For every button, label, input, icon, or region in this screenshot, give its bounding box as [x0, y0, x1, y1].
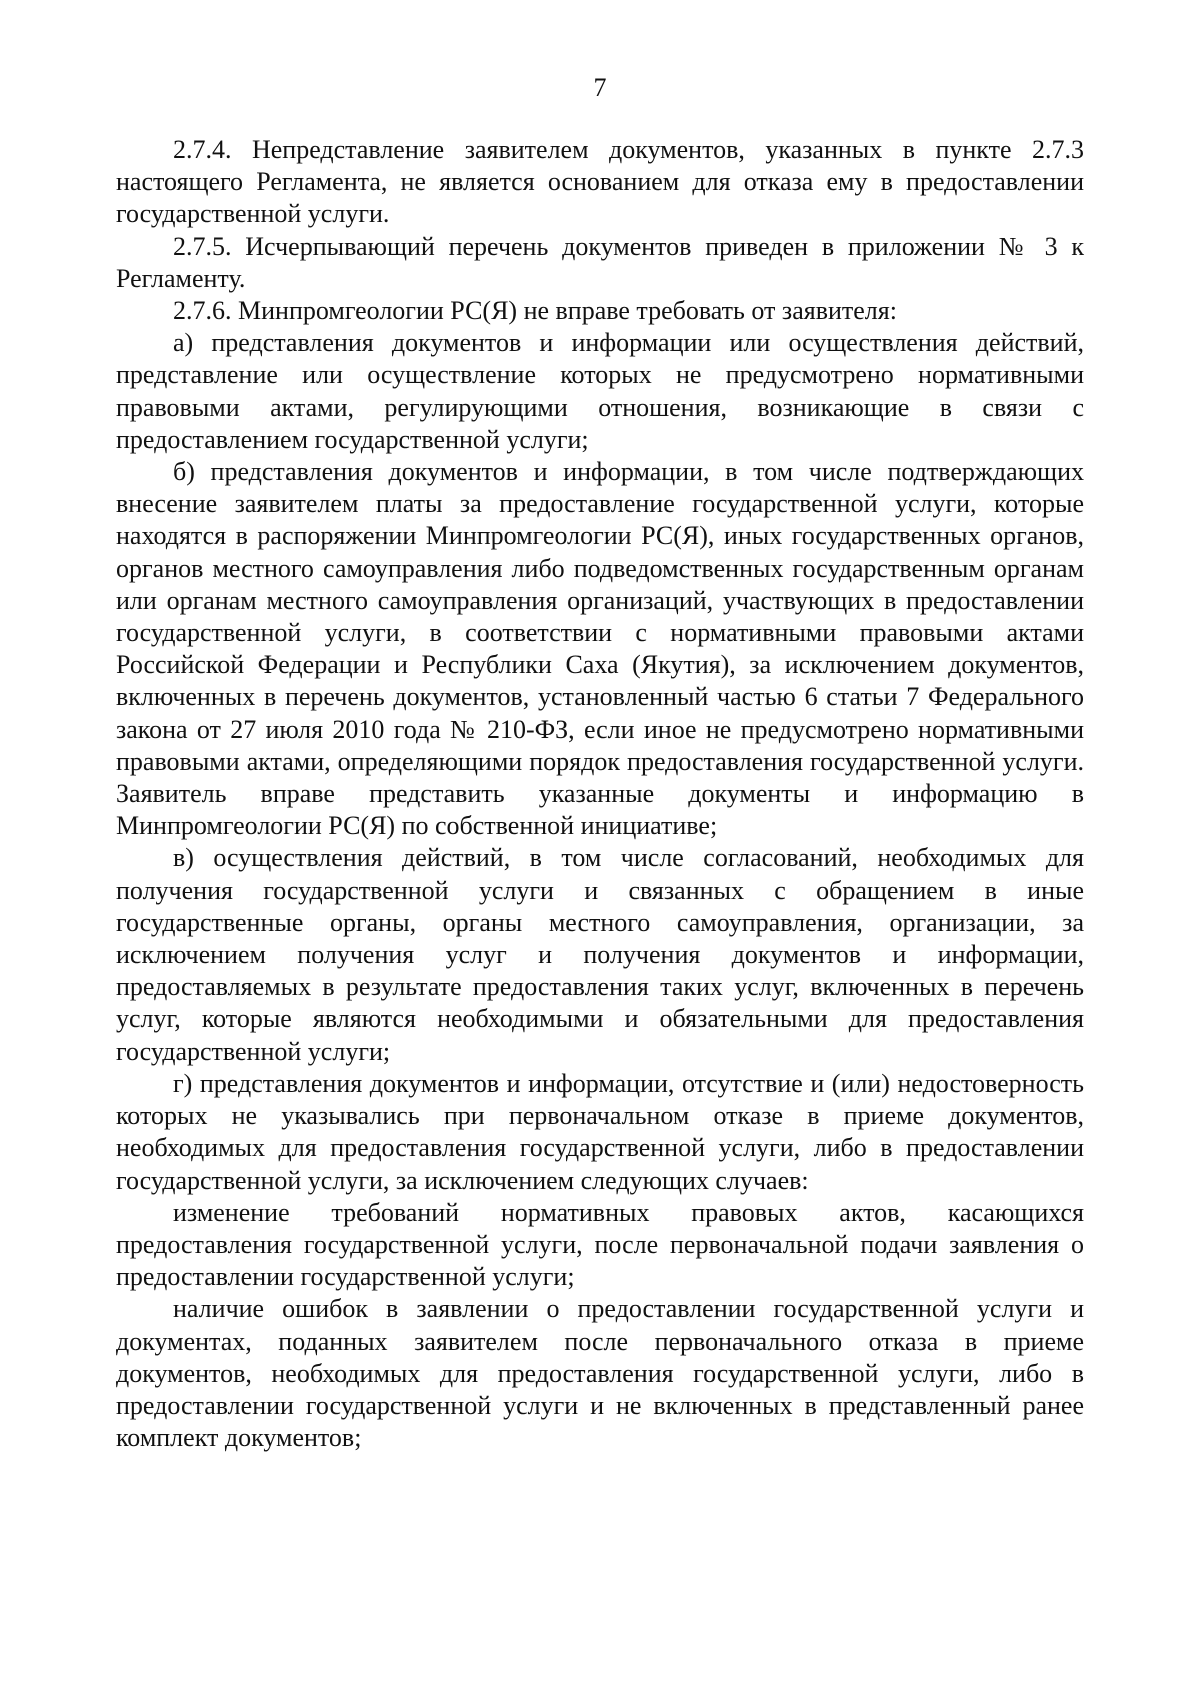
- paragraph-item-a: а) представления документов и информации или осуществления действий, представление или осуществление которых не предусмотрено нормативными правовыми актами, регулирующими отношения, возникающие в связи с предоставлением государственной услуги;: [116, 328, 1084, 454]
- paragraph-2-7-4: 2.7.4. Непредставление заявителем документов, указанных в пункте 2.7.3 настоящего Регламента, не является основанием для отказа ему в предоставлении государственной услуги.: [116, 135, 1084, 229]
- document-body: [116, 134, 1084, 1454]
- paragraph-2-7-5: 2.7.5. Исчерпывающий перечень документов приведен в приложении № 3 к Регламенту.: [116, 231, 1084, 293]
- paragraph-2-7-6: 2.7.6. Минпромгеологии РС(Я) не вправе требовать от заявителя:: [173, 296, 897, 326]
- paragraph-exception-2: наличие ошибок в заявлении о предоставлении государственной услуги и документах, поданных заявителем после первоначального отказа в приеме документов, необходимых для предоставления государственной услуги, либо в предоставлении государственной услуги и не включенных в представленный ранее комплект документов;: [116, 1294, 1084, 1453]
- paragraph-item-b: б) представления документов и информации, в том числе подтверждающих внесение заявителем платы за предоставление государственной услуги, которые находятся в распоряжении Минпромгеологии РС(Я), иных государственных органов, органов местного самоуправления либо подведомственных государственным органам или органам местного самоуправления организаций, участвующих в предоставлении государственной услуги, в соответствии с нормативными правовыми актами Российской Федерации и Республики Саха (Якутия), за исключением документов, включенных в перечень документов, установленный частью 6 статьи 7 Федерального закона от 27 июля 2010 года № 210-ФЗ, если иное не предусмотрено нормативными правовыми актами, определяющими порядок предоставления государственной услуги. Заявитель вправе представить указанные документы и информацию в Минпромгеологии РС(Я) по собственной инициативе;: [116, 457, 1084, 841]
- page-number: 7: [593, 73, 607, 102]
- paragraph-item-g: г) представления документов и информации, отсутствие и (или) недостоверность которых не указывались при первоначальном отказе в приеме документов, необходимых для предоставления государственной услуги, либо в предоставлении государственной услуги, за исключением следующих случаев:: [116, 1068, 1084, 1195]
- paragraph-exception-1: изменение требований нормативных правовых актов, касающихся предоставления государственной услуги, после первоначальной подачи заявления о предоставлении государственной услуги;: [116, 1197, 1084, 1292]
- paragraph-item-v: в) осуществления действий, в том числе согласований, необходимых для получения государственной услуги и связанных с обращением в иные государственные органы, органы местного самоуправления, организации, за исключением получения услуг и получения документов и информации, предоставляемых в результате предоставления таких услуг, включенных в перечень услуг, которые являются необходимыми и обязательными для предоставления государственной услуги;: [116, 843, 1084, 1066]
